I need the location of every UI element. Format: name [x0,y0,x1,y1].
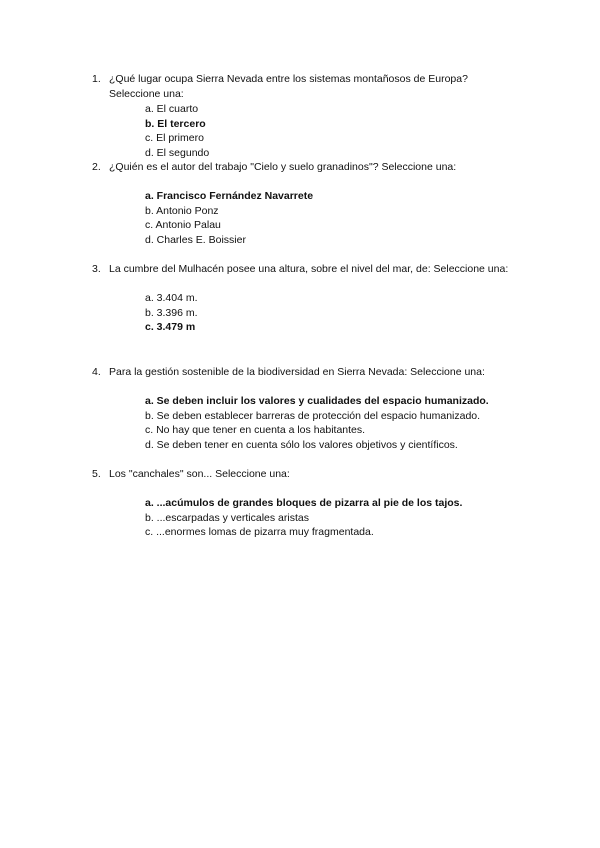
question-5 [92,467,522,540]
question-text [92,262,522,277]
question-1 [92,72,522,160]
question-4 [92,365,522,452]
question-number: 1. [92,73,101,85]
question-2 [92,160,522,247]
question-text [92,72,522,102]
question-3 [92,262,522,335]
option-b-selected[interactable]: b. El tercero [145,117,206,130]
option-c[interactable]: c. El primero [145,132,204,144]
option-c-selected[interactable]: c. 3.479 m [145,321,196,333]
option-a[interactable]: a. 3.404 m. [145,292,198,304]
options-list [145,496,522,540]
option-b[interactable]: b. ...escarpadas y verticales aristas [145,511,309,524]
option-c[interactable]: c. ...enormes lomas de pizarra muy fragmentada. [145,526,374,538]
question-prompt: ¿Quién es el autor del trabajo "Cielo y suelo granadinos"? Seleccione una: [109,161,457,173]
options-list [145,394,522,452]
option-d[interactable]: d. Charles E. Boissier [145,233,246,246]
question-number: 3. [92,263,101,275]
options-list [145,291,522,335]
option-b[interactable]: b. 3.396 m. [145,306,198,319]
option-c[interactable]: c. No hay que tener en cuenta a los habitantes. [145,424,366,436]
option-b[interactable]: b. Se deben establecer barreras de protección del espacio humanizado. [145,409,481,422]
question-prompt: ¿Qué lugar ocupa Sierra Nevada entre los sistemas montañosos de Europa? Seleccione una: [109,73,468,100]
option-a-selected[interactable]: a. Se deben incluir los valores y cualidades del espacio humanizado. [145,395,489,407]
options-list [145,189,522,247]
question-number: 5. [92,468,101,480]
option-a-selected[interactable]: a. Francisco Fernández Navarrete [145,190,314,202]
option-b[interactable]: b. Antonio Ponz [145,204,219,217]
question-number: 2. [92,161,101,173]
question-number: 4. [92,366,101,378]
options-list [145,102,522,160]
question-prompt: La cumbre del Mulhacén posee una altura, sobre el nivel del mar, de: Seleccione una: [109,263,509,275]
question-text [92,467,522,482]
option-d[interactable]: d. El segundo [145,146,210,159]
question-text [92,365,522,380]
option-c[interactable]: c. Antonio Palau [145,219,221,231]
option-a-selected[interactable]: a. ...acúmulos de grandes bloques de pizarra al pie de los tajos. [145,497,463,509]
option-d[interactable]: d. Se deben tener en cuenta sólo los valores objetivos y científicos. [145,438,458,451]
question-text [92,160,522,175]
option-a[interactable]: a. El cuarto [145,103,199,115]
question-prompt: Los "canchales" son... Seleccione una: [109,468,290,480]
question-prompt: Para la gestión sostenible de la biodiversidad en Sierra Nevada: Seleccione una: [109,366,485,378]
